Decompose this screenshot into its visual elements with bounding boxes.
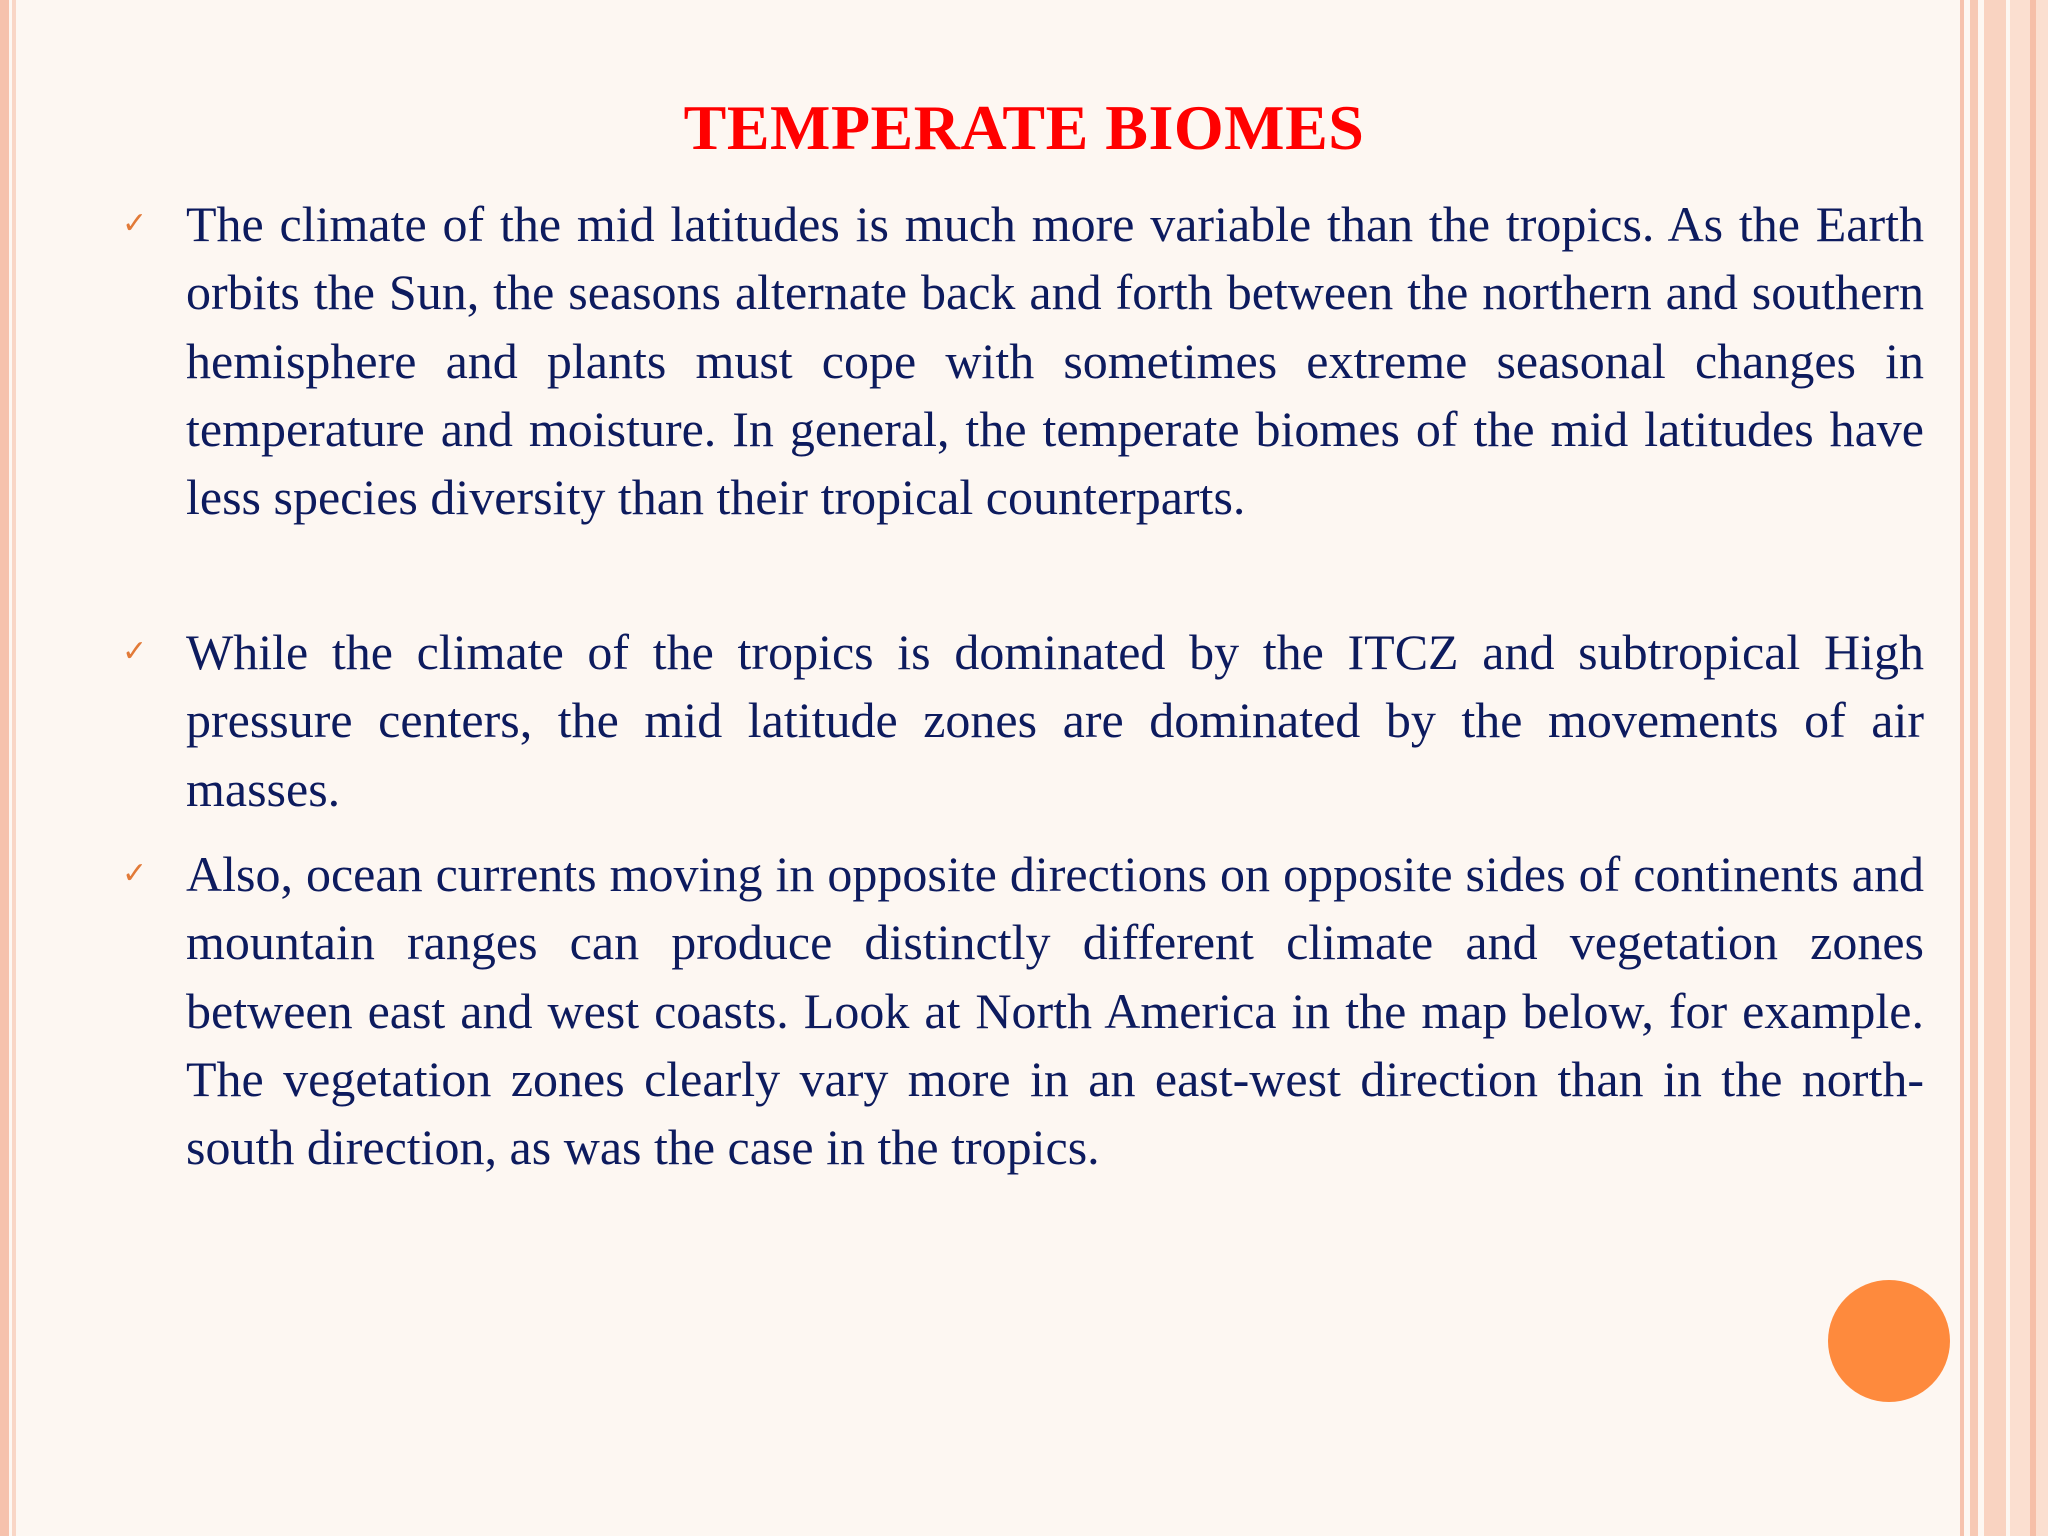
checkmark-icon: ✓ xyxy=(122,634,148,669)
left-border-stripe xyxy=(0,0,9,1536)
right-border-stripe-line xyxy=(2030,0,2036,1536)
left-border-stripe-inner xyxy=(12,0,16,1536)
right-border-stripe xyxy=(1970,0,1978,1536)
right-border-stripe-wide xyxy=(1984,0,2006,1536)
checkmark-icon: ✓ xyxy=(122,856,148,891)
bullet-text: Also, ocean currents moving in opposite directions on opposite sides of continents and mountain ranges can produce distinctly different climate and vegetation zones between east and west coasts. Look at North America in the map below, for example. The vegetation zones clearly vary more in an east-west direction than in the north-south direction, as was the case in the tropics. xyxy=(186,846,1924,1176)
right-border-stripe-outer xyxy=(2010,0,2048,1536)
slide-title: TEMPERATE BIOMES xyxy=(683,92,1365,163)
bullet-text: While the climate of the tropics is dominated by the ITCZ and subtropical High pressure centers, the mid latitude zones are dominated by the movements of air masses. xyxy=(186,624,1924,817)
checkmark-icon: ✓ xyxy=(122,206,148,241)
decorative-orange-circle xyxy=(1828,1280,1950,1402)
bullet-text: The climate of the mid latitudes is much more variable than the tropics. As the Earth orbits the Sun, the seasons alternate back and forth between the northern and southern hemisphere and plants must cope with sometimes extreme seasonal changes in temperature and moisture. In general, the temperate biomes of the mid latitudes have less species diversity than their tropical counterparts. xyxy=(186,196,1924,526)
right-border-stripe-inner xyxy=(1960,0,1964,1536)
